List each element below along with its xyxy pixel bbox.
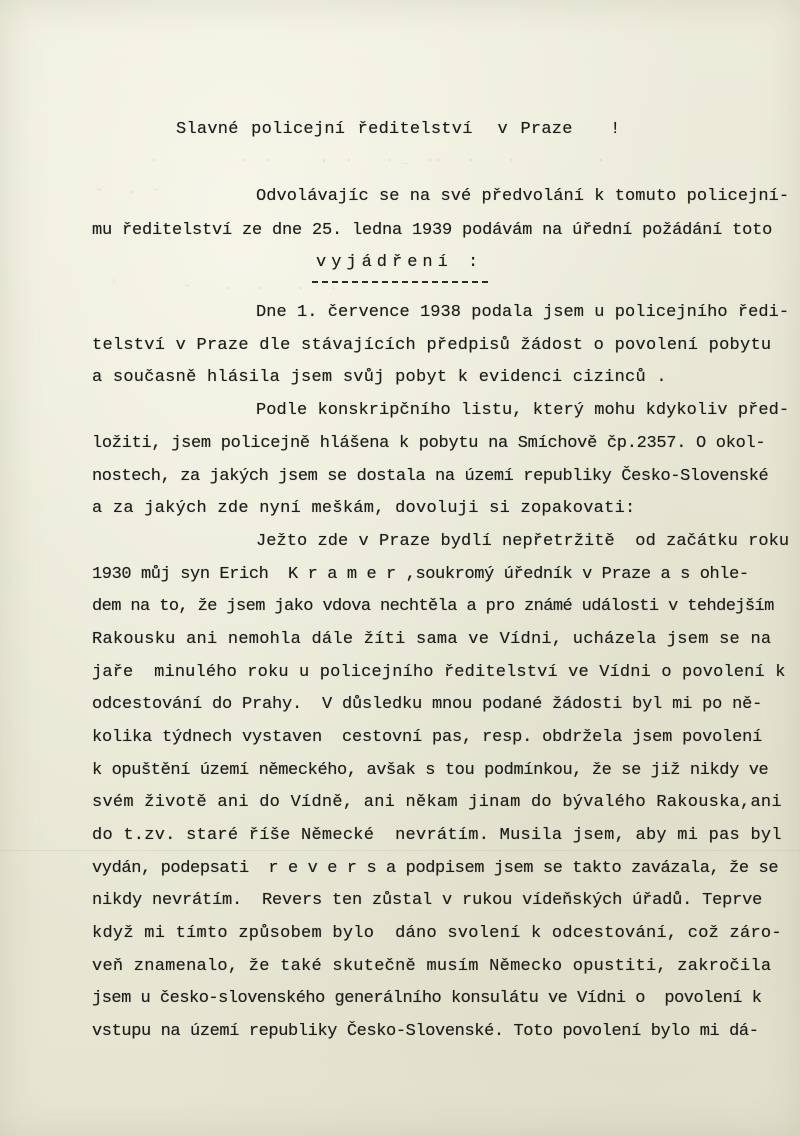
body-line: ložiti, jsem policejně hlášena k pobytu na Smíchově čp.2357. O okol- [92,434,766,453]
body-line: Rakousku ani nemohla dále žíti sama ve Vídni, ucházela jsem se na [92,630,772,649]
body-line: odcestování do Prahy. V důsledku mnou podané žádosti byl mi po ně- [92,695,763,714]
bleed-through-text: - . - [95,182,161,197]
body-line: nikdy nevrátím. Revers ten zůstal v rukou vídeňských úřadů. Teprve [92,891,763,910]
body-line: jsem u česko-slovenského generálního konsulátu ve Vídni o povolení k [92,989,762,1008]
intro-line: mu ředitelství ze dne 25. ledna 1939 podávám na úřední požádání toto [92,221,773,240]
body-line: Ježto zde v Praze bydlí nepřetržitě od začátku roku [256,532,790,551]
paper-fold-line [0,850,800,851]
body-line: jaře minulého roku u policejního ředitelství ve Vídni o povolení k [92,663,786,682]
body-line: Podle konskripčního listu, který mohu kdykoliv před- [256,401,790,420]
body-line: svém životě ani do Vídně, ani někam jinam do bývalého Rakouska,ani [92,793,782,812]
body-line: vstupu na území republiky Česko-Slovenské. Toto povolení bylo mi dá- [92,1022,759,1041]
body-line: Dne 1. července 1938 podala jsem u policejního ředi- [256,303,790,322]
intro-line: Odvolávajíc se na své předvolání k tomuto policejní- [256,187,790,206]
body-line: a současně hlásila jsem svůj pobyt k evidenci cizinců . [92,368,667,387]
body-line: a za jakých zde nyní meškám, dovoluji si zopakovati: [92,499,636,518]
body-line: do t.zv. staré říše Německé nevrátím. Musila jsem, aby mi pas byl [92,826,782,845]
body-line: nostech, za jakých jsem se dostala na území republiky Česko-Slovenské [92,467,769,486]
body-line: když mi tímto způsobem bylo dáno svolení k odcestování, což záro- [92,924,782,943]
salutation: Slavné policejní ředitelství v Praze ! [176,120,621,139]
body-line: veň znamenalo, že také skutečně musím Německo opustiti, zakročila [92,957,772,976]
body-line: kolika týdnech vystaven cestovní pas, resp. obdržela jsem povolení [92,728,763,747]
bleed-through-text: . . . , . . _ .. . . . [150,150,606,165]
body-line: vydán, podepsati r e v e r s a podpisem jsem se takto zavázala, že se [92,859,779,878]
body-line: dem na to, že jsem jako vdova nechtěla a pro známé události v tehdejším [92,597,774,616]
body-line: telství v Praze dle stávajících předpisů žádost o povolení pobytu [92,336,772,355]
bleed-through-text: ' - . . . . [110,278,338,293]
heading-underline [312,281,488,283]
body-line: k opuštění území německého, avšak s tou podmínkou, že se již nikdy ve [92,761,769,780]
body-line: 1930 můj syn Erich K r a m e r ,soukromý úředník v Praze a s ohle- [92,565,749,584]
section-heading: vyjádření : [316,253,484,272]
